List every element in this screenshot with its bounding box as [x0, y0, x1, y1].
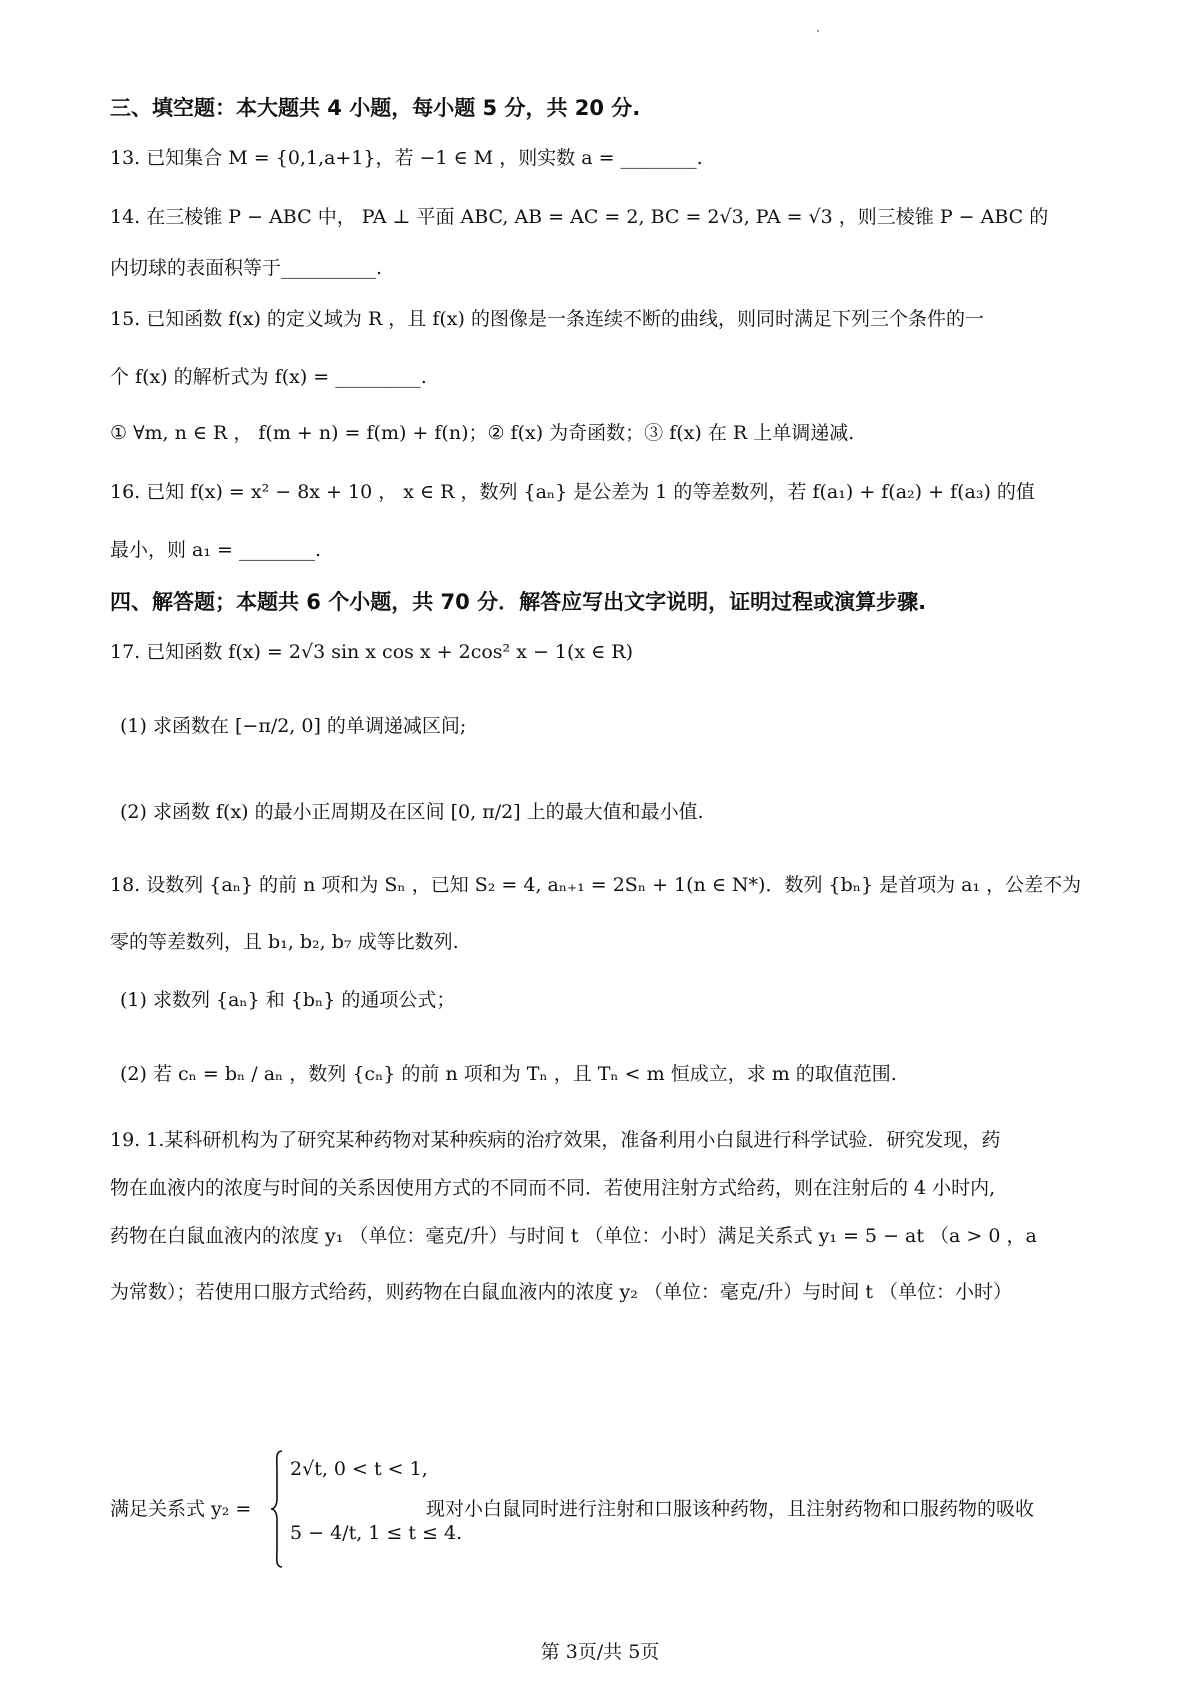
question-14-line-1: 14. 在三棱锥 P − ABC 中， PA ⊥ 平面 ABC, AB = AC = 2, BC = 2√3, PA = √3 ，则三棱锥 P − ABC 的: [110, 206, 1049, 228]
question-15-line-2: 个 f(x) 的解析式为 f(x) = _________.: [110, 366, 427, 388]
question-18-part-1: (1) 求数列 {aₙ} 和 {bₙ} 的通项公式；: [120, 989, 456, 1011]
question-17-part-1: (1) 求函数在 [−π/2, 0] 的单调递减区间;: [120, 715, 467, 737]
section-3-heading: 三、填空题：本大题共 4 小题，每小题 5 分，共 20 分.: [110, 96, 641, 120]
question-16-line-1: 16. 已知 f(x) = x² − 8x + 10 ， x ∈ R ，数列 {aₙ} 是公差为 1 的等差数列，若 f(a₁) + f(a₂) + f(a₃) 的值: [110, 481, 1035, 503]
question-18-line-2: 零的等差数列，且 b₁, b₂, b₇ 成等比数列.: [110, 931, 459, 953]
question-19-piecewise: [110, 1444, 1100, 1574]
question-14-line-2: 内切球的表面积等于__________.: [110, 257, 383, 279]
piecewise-lead: 满足关系式 y₂ =: [110, 1498, 252, 1520]
page-footer: 第 3页/共 5页: [540, 1641, 660, 1663]
question-19-line-1: 19. 1.某科研机构为了研究某种药物对某种疾病的治疗效果，准备利用小白鼠进行科学试验．研究发现，药: [110, 1129, 1001, 1151]
piecewise-case-1: 2√t, 0 < t < 1,: [290, 1458, 428, 1480]
question-19-line-2: 物在血液内的浓度与时间的关系因使用方式的不同而不同．若使用注射方式给药，则在注射后的 4 小时内,: [110, 1177, 996, 1199]
question-17-part-2: (2) 求函数 f(x) 的最小正周期及在区间 [0, π/2] 上的最大值和最小值.: [120, 801, 704, 823]
question-18-line-1: 18. 设数列 {aₙ} 的前 n 项和为 Sₙ ，已知 S₂ = 4, aₙ₊₁ = 2Sₙ + 1(n ∈ N*)．数列 {bₙ} 是首项为 a₁ ，公差不为: [110, 874, 1082, 896]
piecewise-case-2: 5 − 4/t, 1 ≤ t ≤ 4.: [290, 1522, 463, 1544]
question-15-line-1: 15. 已知函数 f(x) 的定义域为 R ，且 f(x) 的图像是一条连续不断的曲线，则同时满足下列三个条件的一: [110, 308, 984, 330]
scan-speck: [817, 30, 819, 32]
question-19-line-4: 为常数）；若使用口服方式给药，则药物在白鼠血液内的浓度 y₂ （单位：毫克/升）与时间 t （单位：小时）: [110, 1281, 1013, 1303]
question-19-line-3: 药物在白鼠血液内的浓度 y₁ （单位：毫克/升）与时间 t （单位：小时）满足关系式 y₁ = 5 − at （a > 0 ，a: [110, 1225, 1037, 1247]
question-18-part-2: (2) 若 cₙ = bₙ / aₙ ，数列 {cₙ} 的前 n 项和为 Tₙ ，且 Tₙ < m 恒成立，求 m 的取值范围.: [120, 1063, 897, 1085]
question-16-line-2: 最小，则 a₁ = ________.: [110, 539, 322, 561]
question-19-line-5: 现对小白鼠同时进行注射和口服该种药物，且注射药物和口服药物的吸收: [426, 1498, 1035, 1520]
question-15-conditions: ① ∀m, n ∈ R ， f(m + n) = f(m) + f(n)；② f(x) 为奇函数；③ f(x) 在 R 上单调递减.: [110, 422, 855, 444]
section-4-heading: 四、解答题；本题共 6 个小题，共 70 分．解答应写出文字说明，证明过程或演算步骤.: [110, 590, 927, 614]
question-17-stem: 17. 已知函数 f(x) = 2√3 sin x cos x + 2cos² x − 1(x ∈ R): [110, 641, 634, 663]
question-13: 13. 已知集合 M = {0,1,a+1}，若 −1 ∈ M ，则实数 a = ________.: [110, 147, 703, 169]
left-brace-icon: [270, 1450, 284, 1568]
